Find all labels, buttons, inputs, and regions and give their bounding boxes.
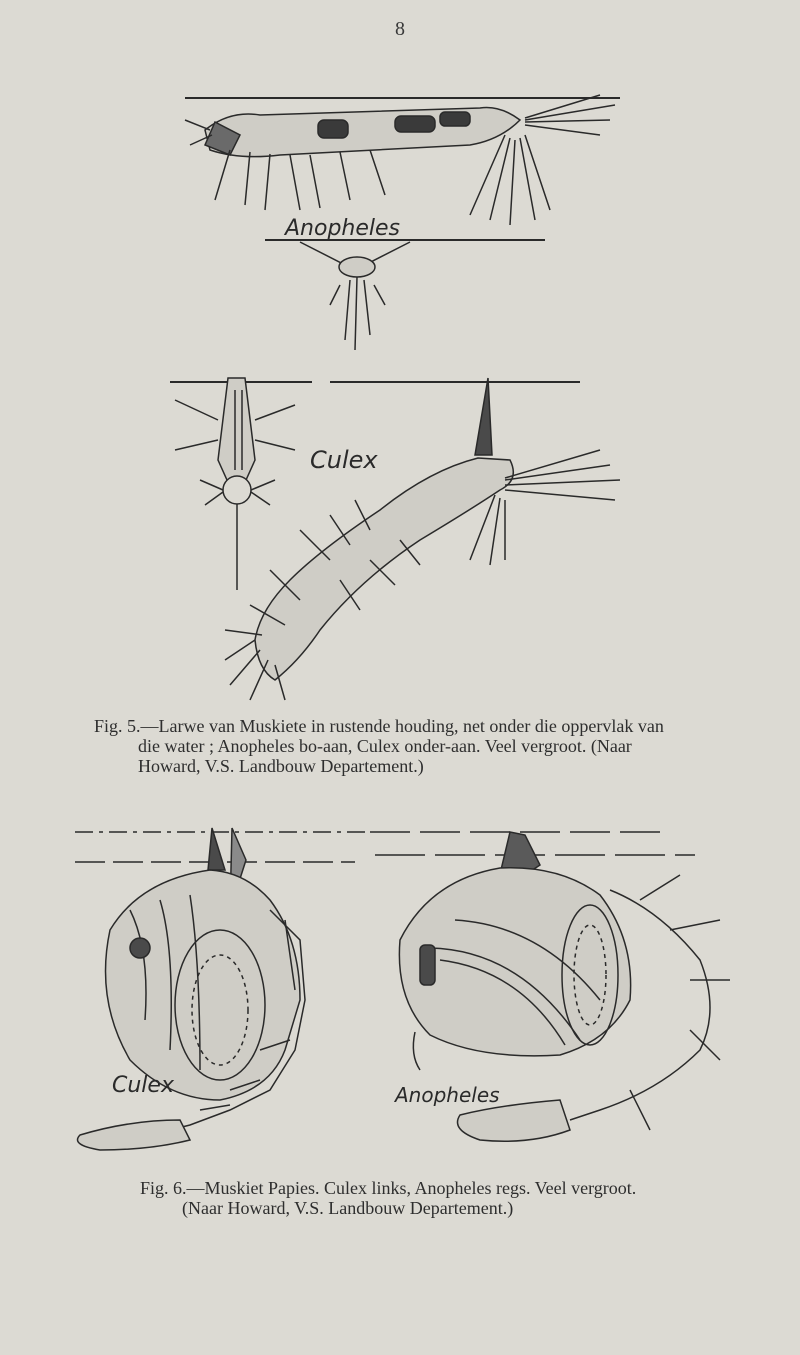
anopheles-larva-top <box>300 242 410 350</box>
figure-6-label-anopheles: Anopheles <box>395 1083 500 1107</box>
figure-6-label-culex: Culex <box>112 1073 174 1098</box>
figure-6-caption-line-2: (Naar Howard, V.S. Landbouw Departement.) <box>182 1198 514 1218</box>
anopheles-larva-lateral <box>185 95 615 225</box>
figure-5-label-anopheles: Anopheles <box>285 216 401 241</box>
figure-6-pupae-illustration <box>0 800 800 1170</box>
figure-5-caption <box>94 716 704 776</box>
figure-5-caption-line-3: Howard, V.S. Landbouw Departement.) <box>138 756 424 776</box>
figure-5-larvae-illustration <box>0 60 800 710</box>
figure-5-label-culex: Culex <box>310 446 378 474</box>
figure-6-caption <box>140 1178 700 1218</box>
culex-larva-top <box>175 378 295 590</box>
culex-larva-lateral <box>225 378 620 700</box>
figure-6-caption-line-1: Fig. 6.—Muskiet Papies. Culex links, Anopheles regs. Veel vergroot. <box>140 1178 637 1198</box>
culex-pupa <box>78 828 306 1150</box>
figure-5-caption-line-2: die water ; Anopheles bo-aan, Culex onder-aan. Veel vergroot. (Naar <box>138 736 632 756</box>
figure-5-caption-line-1: Fig. 5.—Larwe van Muskiete in rustende houding, net onder die oppervlak van <box>94 716 664 736</box>
page-number: 8 <box>395 18 405 40</box>
